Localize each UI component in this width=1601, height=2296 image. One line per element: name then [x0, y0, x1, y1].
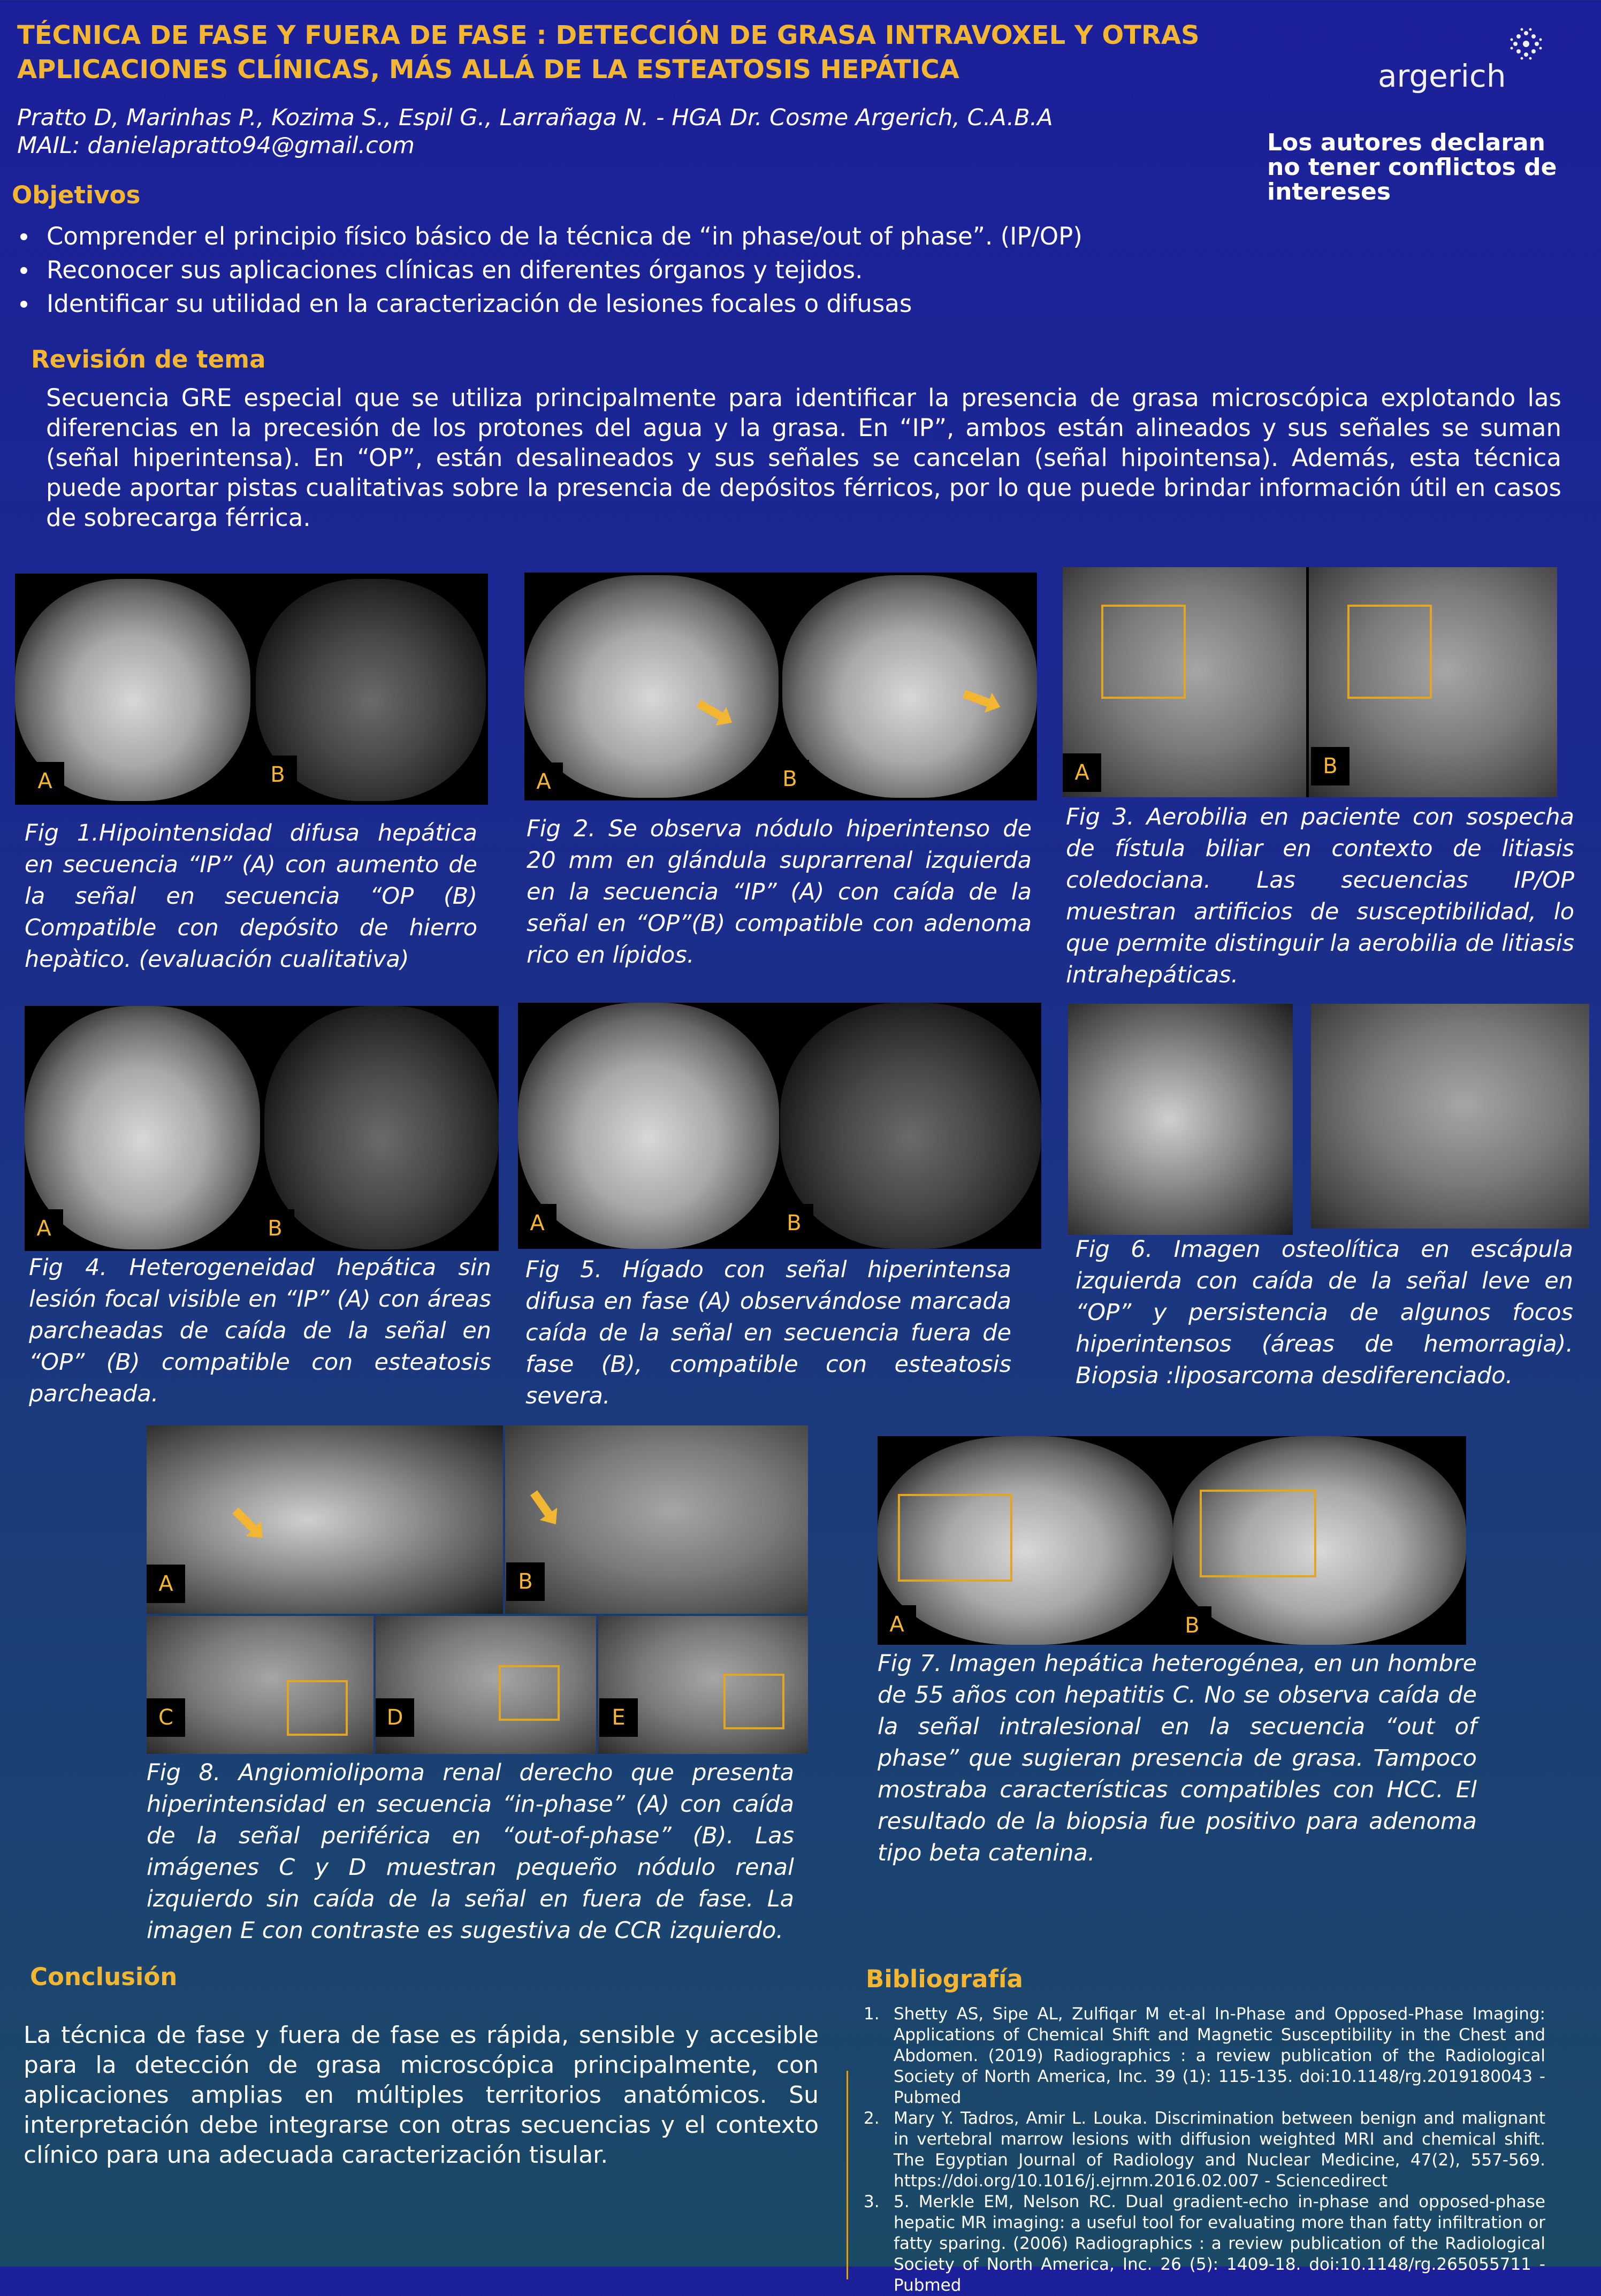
fig3-caption: Fig 3. Aerobilia en paciente con sospecha de fístula biliar en contexto de litiasis coledociana. Las secuencias IP/OP muestran artificios de susceptibilidad, lo que permite distinguir la aerobilia de litiasis intrahepáticas. — [1066, 804, 1574, 988]
highlight-box — [1200, 1490, 1316, 1577]
fig1-image — [15, 574, 488, 805]
fig2-image — [524, 573, 1037, 800]
objetivos-heading: Objetivos — [12, 181, 141, 209]
ref-text: Mary Y. Tadros, Amir L. Louka. Discrimination between benign and malignant in vertebral marrow lesions with diffusion weighted MRI and chemical shift. The Egyptian Journal of Radiology and Nuclear Medicine, 47(2), 557-569. https://doi.org/10.1016/j.ejrnm.2016.02.007 - Sciencedirect — [894, 2109, 1545, 2191]
list-item: Reconocer sus aplicaciones clínicas en diferentes órganos y tejidos. — [17, 253, 1082, 287]
list-item: Identificar su utilidad en la caracterización de lesiones focales o difusas — [17, 287, 1082, 321]
revision-text: Secuencia GRE especial que se utiliza principalmente para identificar la presencia de grasa microscópica explotando las diferencias en la precesión de los protones del agua y la grasa. En “IP”, ambos están alineados y sus señales se suman (señal hiperintensa). En “OP”, están desalineados y sus señales se cancelan (señal hipointensa). Además, esta técnica puede aportar pistas cualitativas sobre la presencia de depósitos férricos, por lo que puede brindar información útil en casos de sobrecarga férrica. — [46, 384, 1561, 532]
fig1-caption: Fig 1.Hipointensidad difusa hepática en secuencia “IP” (A) con aumento de la señal en secuencia “OP (B) Compatible con depósito de hierro hepàtico. (evaluación cualitativa) — [25, 820, 477, 973]
conclusion-heading: Conclusión — [30, 1963, 178, 1991]
list-item — [860, 2004, 1545, 2108]
fig6-image-a — [1068, 1004, 1293, 1235]
list-item: Comprender el principio físico básico de la técnica de “in phase/out of phase”. (IP/OP) — [17, 219, 1082, 253]
panel-label-a: A — [147, 1565, 185, 1603]
mail-line: MAIL: danielapratto94@gmail.com — [17, 132, 415, 159]
logo-text: argerich — [1378, 58, 1506, 94]
panel-label-b: B — [775, 1204, 813, 1242]
poster-title: TÉCNICA DE FASE Y FUERA DE FASE : DETECCIÓN DE GRASA INTRAVOXEL Y OTRAS APLICACIONES CLÍNICAS, MÁS ALLÁ DE LA ESTEATOSIS HEPÁTICA — [17, 20, 1200, 85]
panel-label-b: B — [771, 760, 809, 798]
fig8-image — [147, 1425, 808, 1754]
divider-line — [847, 2071, 848, 2279]
panel-label-a: A — [25, 1209, 63, 1248]
highlight-box — [287, 1680, 348, 1736]
fig7-image — [878, 1436, 1466, 1645]
bibliografia-heading: Bibliografía — [866, 1965, 1023, 1993]
panel-label-e: E — [599, 1698, 638, 1737]
authors-line: Pratto D, Marinhas P., Kozima S., Espil G., Larrañaga N. - HGA Dr. Cosme Argerich, C.A.B.A — [17, 104, 1053, 131]
fig4-image — [25, 1006, 499, 1251]
panel-label-a: A — [878, 1605, 916, 1644]
revision-heading: Revisión de tema — [31, 345, 266, 373]
panel-label-b: B — [258, 756, 297, 794]
fig6-image-b — [1311, 1004, 1589, 1229]
panel-label-b: B — [506, 1562, 545, 1601]
hospital-logo-icon — [1509, 27, 1543, 61]
fig8-caption: Fig 8. Angiomiolipoma renal derecho que presenta hiperintensidad en secuencia “in-phase” (A) con caída de la señal periférica en “out-of-phase” (B). Las imágenes C y D muestran pequeño nódulo renal izquierdo sin caída de la señal en fuera de fase. La imagen E con contraste es sugestiva de CCR izquierdo. — [147, 1759, 794, 1944]
fig4-caption: Fig 4. Heterogeneidad hepática sin lesión focal visible en “IP” (A) con áreas parcheadas de caída de la señal en “OP” (B) compatible con esteatosis parcheada. — [29, 1254, 491, 1407]
panel-label-a: A — [524, 762, 563, 800]
ref-number: 1. — [864, 2004, 880, 2024]
highlight-box — [1347, 605, 1432, 699]
ref-number: 3. — [864, 2192, 880, 2211]
fig6-caption: Fig 6. Imagen osteolítica en escápula izquierda con caída de la señal leve en “OP” y persistencia de algunos focos hiperintensos (áreas de hemorragia). Biopsia :liposarcoma desdiferenciado. — [1076, 1236, 1573, 1389]
panel-label-d: D — [376, 1698, 414, 1737]
ref-number: 2. — [864, 2109, 880, 2128]
objetivos-list — [17, 219, 1082, 321]
fig3-image — [1063, 567, 1557, 797]
ref-text: 5. Merkle EM, Nelson RC. Dual gradient-echo in-phase and opposed-phase hepatic MR imaging: a useful tool for evaluating more than fatty infiltration or fatty sparing. (2006) Radiographics : a review publication of the Radiological Society of North America, Inc. 26 (5): 1409-18. doi:10.1148/rg.265055711 - Pubmed — [894, 2192, 1545, 2295]
fig7-caption: Fig 7. Imagen hepática heterogénea, en un hombre de 55 años con hepatitis C. No se observa caída de la señal intralesional en la secuencia “out of phase” que sugieran presencia de grasa. Tampoco mostraba características compatibles con HCC. El resultado de la biopsia fue positivo para adenoma tipo beta catenina. — [878, 1650, 1477, 1866]
conflict-declaration: Los autores declaran no tener conflictos de intereses — [1267, 129, 1557, 205]
bibliografia-list — [860, 2004, 1545, 2296]
fig2-caption: Fig 2. Se observa nódulo hiperintenso de 20 mm en glándula suprarrenal izquierda en la secuencia “IP” (A) con caída de la señal en “OP”(B) compatible con adenoma rico en lípidos. — [527, 815, 1032, 968]
list-item — [860, 2108, 1545, 2192]
panel-label-a: A — [1063, 753, 1101, 792]
panel-label-a: A — [26, 762, 64, 800]
panel-label-b: B — [1173, 1606, 1211, 1645]
conclusion-text: La técnica de fase y fuera de fase es rápida, sensible y accesible para la detección de grasa microscópica principalmente, con aplicaciones amplias en múltiples territorios anatómicos. Su interpretación debe integrarse con otras secuencias y el contexto clínico para una adecuada caracterización tisular. — [24, 2022, 819, 2169]
panel-label-a: A — [518, 1204, 556, 1242]
fig5-caption: Fig 5. Hígado con señal hiperintensa difusa en fase (A) observándose marcada caída de la señal en secuencia fuera de fase (B), compatible con esteatosis severa. — [525, 1256, 1011, 1409]
highlight-box — [898, 1494, 1012, 1582]
highlight-box — [723, 1674, 784, 1729]
panel-label-c: C — [147, 1698, 185, 1737]
fig5-image — [518, 1003, 1041, 1249]
ref-text: Shetty AS, Sipe AL, Zulfiqar M et-al In-Phase and Opposed-Phase Imaging: Applications of Chemical Shift and Magnetic Susceptibility in the Chest and Abdomen. (2019) Radiographics : a review publication of the Radiological Society of North America, Inc. 39 (1): 115-135. doi:10.1148/rg.2019180043 - Pubmed — [894, 2004, 1545, 2107]
highlight-box — [499, 1665, 560, 1721]
panel-label-b: B — [1311, 747, 1350, 785]
highlight-box — [1101, 605, 1186, 699]
authors-block — [17, 104, 1053, 159]
panel-label-b: B — [256, 1209, 294, 1248]
list-item — [860, 2192, 1545, 2296]
